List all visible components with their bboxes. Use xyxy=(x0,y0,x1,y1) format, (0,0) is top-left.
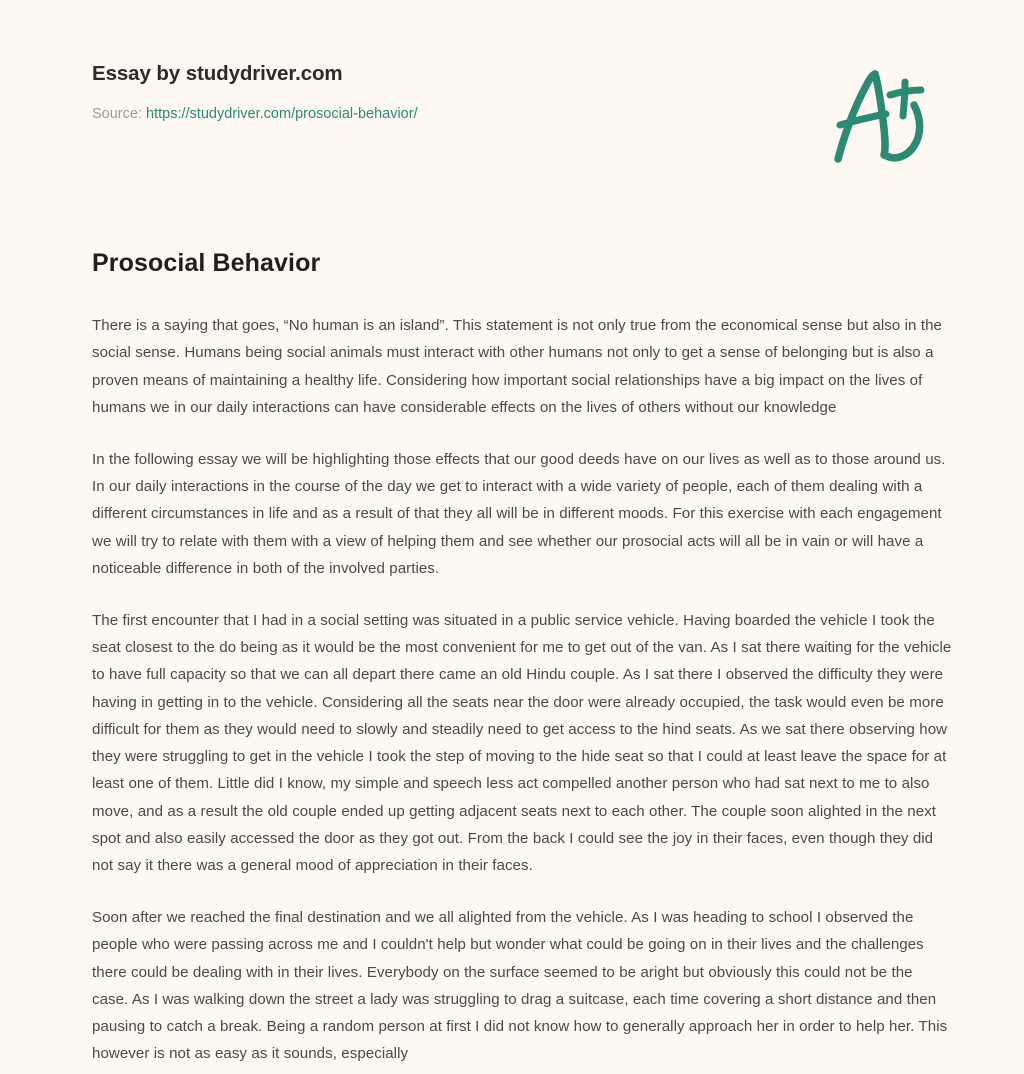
essay-body xyxy=(92,312,952,1067)
a-plus-logo-svg xyxy=(822,62,932,167)
source-label: Source: xyxy=(92,105,142,122)
header-title: Essay by studydriver.com xyxy=(92,62,343,85)
essay-paragraph: In the following essay we will be highlighting those effects that our good deeds have on our lives as well as to those around us. In our daily interactions in the course of the day we get to interact with a wide variety of people, each of them dealing with a different circumstances in life and as a result of that they all will be in different moods. For this exercise with each engagement we will try to relate with them with a view of helping them and see whether our prosocial acts will all be in vain or will have a noticeable difference in both of the involved parties. xyxy=(92,451,946,577)
essay-paragraph: The first encounter that I had in a social setting was situated in a public service vehicle. Having boarded the vehicle I took the seat closest to the do being as it would be the most convenient for me to get out of the van. As I sat there waiting for the vehicle to have full capacity so that we can all depart there came an old Hindu couple. As I sat there I observed the difficulty they were having in getting in to the vehicle. Considering all the seats near the door were already occupied, the task would even be more difficult for them as they would need to slowly and steadily need to get access to the hind seats. As we sat there observing how they were struggling to get in the vehicle I took the step of moving to the hide seat so that I could at least leave the space for at least one of them. Little did I know, my simple and speech less act compelled another person who had sat next to me to also move, and as a result the old couple ended up getting adjacent seats next to each other. The couple soon alighted in the next spot and also easily accessed the door as they got out. From the back I could see the joy in their faces, even though they did not say it there was a general mood of appreciation in their faces. xyxy=(92,612,952,874)
essay-content xyxy=(92,248,952,1067)
page-title: Prosocial Behavior xyxy=(92,249,321,277)
essay-paragraph: Soon after we reached the final destination and we all alighted from the vehicle. As I was heading to school I observed the people who were passing across me and I couldn't help but wonder what could be going on in their lives and the challenges there could be dealing with in their lives. Everybody on the surface seemed to be aright but obviously this could not be the case. As I was walking down the street a lady was struggling to drag a suitcase, each time covering a short distance and then pausing to catch a break. Being a random person at first I did not know how to generally approach her in order to help her. This however is not as easy as it sounds, especially xyxy=(92,909,948,1063)
source-url-link[interactable]: https://studydriver.com/prosocial-behavior/ xyxy=(146,105,418,122)
essay-paragraph: There is a saying that goes, “No human is an island”. This statement is not only true from the economical sense but also in the social sense. Humans being social animals must interact with other humans not only to get a sense of belonging but is also a proven means of maintaining a healthy life. Considering how important social relationships have a big impact on the lives of humans we in our daily interactions can have considerable effects on the lives of others without our knowledge xyxy=(92,317,942,416)
a-plus-logo-icon xyxy=(822,62,932,167)
